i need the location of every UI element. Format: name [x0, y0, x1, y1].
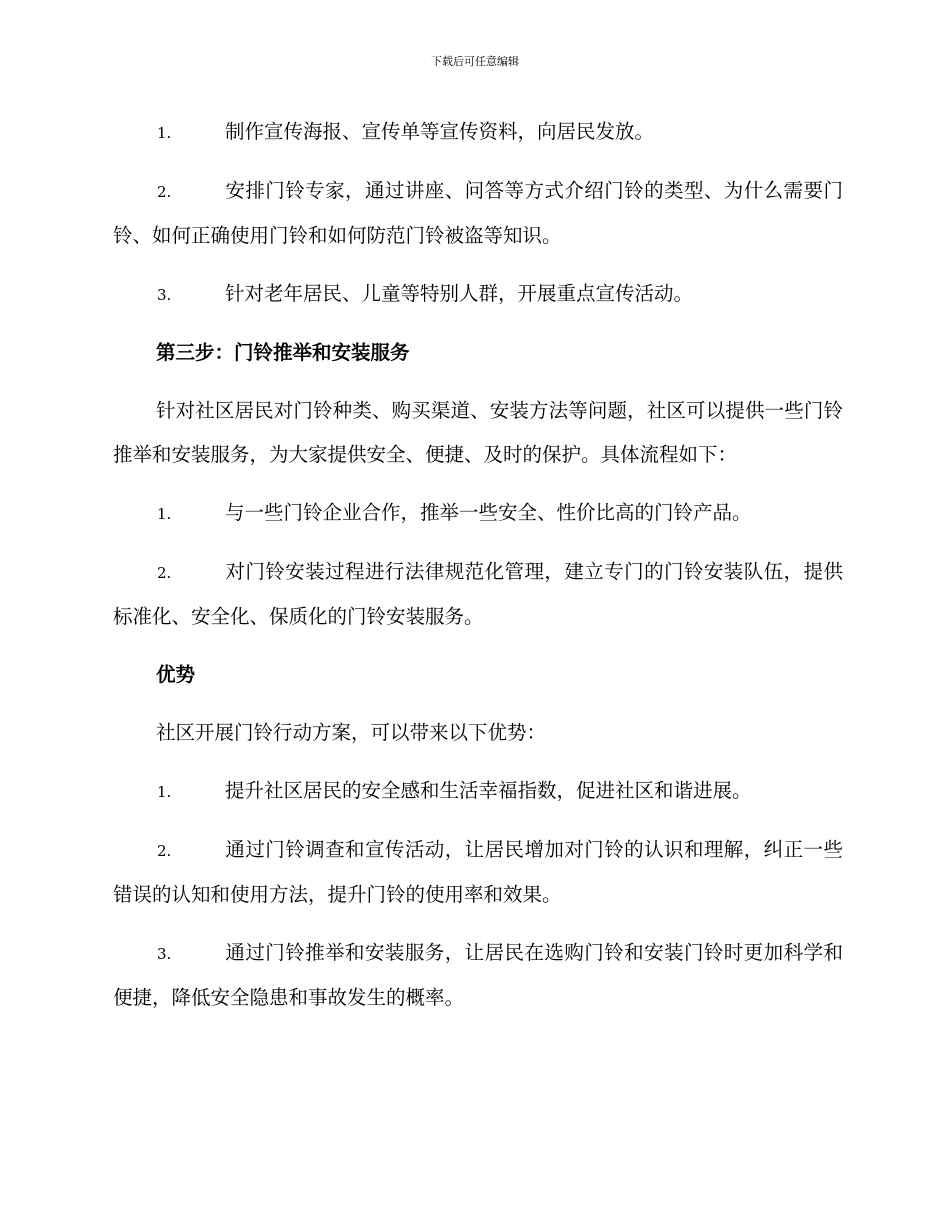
- advantages-intro-paragraph: 社区开展门铃行动方案，可以带来以下优势：: [156, 721, 547, 744]
- list-item-number: 1.: [157, 505, 172, 523]
- list-item: [113, 550, 843, 639]
- list-item-text: 安排门铃专家，通过讲座、问答等方式介绍门铃的类型、为什么需要门铃、如何正确使用门铃和如何防范门铃被盗等知识。: [113, 179, 843, 247]
- list-item-number: 1.: [157, 124, 172, 142]
- step3-intro-paragraph: 针对社区居民对门铃种类、购买渠道、安装方法等问题，社区可以提供一些门铃推举和安装服务，为大家提供安全、便捷、及时的保护。具体流程如下：: [113, 399, 843, 466]
- page-header: 下载后可任意编辑: [431, 55, 519, 68]
- list-item-text: 通过门铃调查和宣传活动，让居民增加对门铃的认识和理解，纠正一些错误的认知和使用方法，提升门铃的使用率和效果。: [113, 838, 843, 906]
- list-item-number: 2.: [157, 564, 172, 582]
- list-item-number: 2.: [157, 842, 172, 860]
- list-item-text: 对门铃安装过程进行法律规范化管理，建立专门的门铃安装队伍，提供标准化、安全化、保质化的门铃安装服务。: [113, 560, 843, 628]
- list-item-number: 1.: [157, 783, 172, 801]
- list-item: [113, 769, 843, 814]
- list-item-number: 2.: [157, 183, 172, 201]
- list-item-text: 提升社区居民的安全感和生活幸福指数，促进社区和谐进展。: [225, 779, 752, 802]
- list-item-text: 制作宣传海报、宣传单等宣传资料，向居民发放。: [225, 120, 655, 143]
- list-item: [113, 110, 843, 155]
- section-heading-advantages: 优势: [156, 663, 196, 686]
- list-item: [113, 828, 843, 917]
- list-item-text: 通过门铃推举和安装服务，让居民在选购门铃和安装门铃时更加科学和便捷，降低安全隐患和事故发生的概率。: [113, 941, 843, 1009]
- list-item-number: 3.: [157, 286, 172, 304]
- list-item-text: 针对老年居民、儿童等特别人群，开展重点宣传活动。: [225, 282, 694, 305]
- list-item: [113, 491, 843, 536]
- list-item: [113, 931, 843, 1020]
- list-item: [113, 169, 843, 258]
- document-body: [113, 110, 843, 1034]
- list-item: [113, 272, 843, 317]
- list-item-number: 3.: [157, 945, 172, 963]
- list-item-text: 与一些门铃企业合作，推举一些安全、性价比高的门铃产品。: [225, 501, 752, 524]
- section-heading-step3: 第三步：门铃推举和安装服务: [156, 341, 410, 364]
